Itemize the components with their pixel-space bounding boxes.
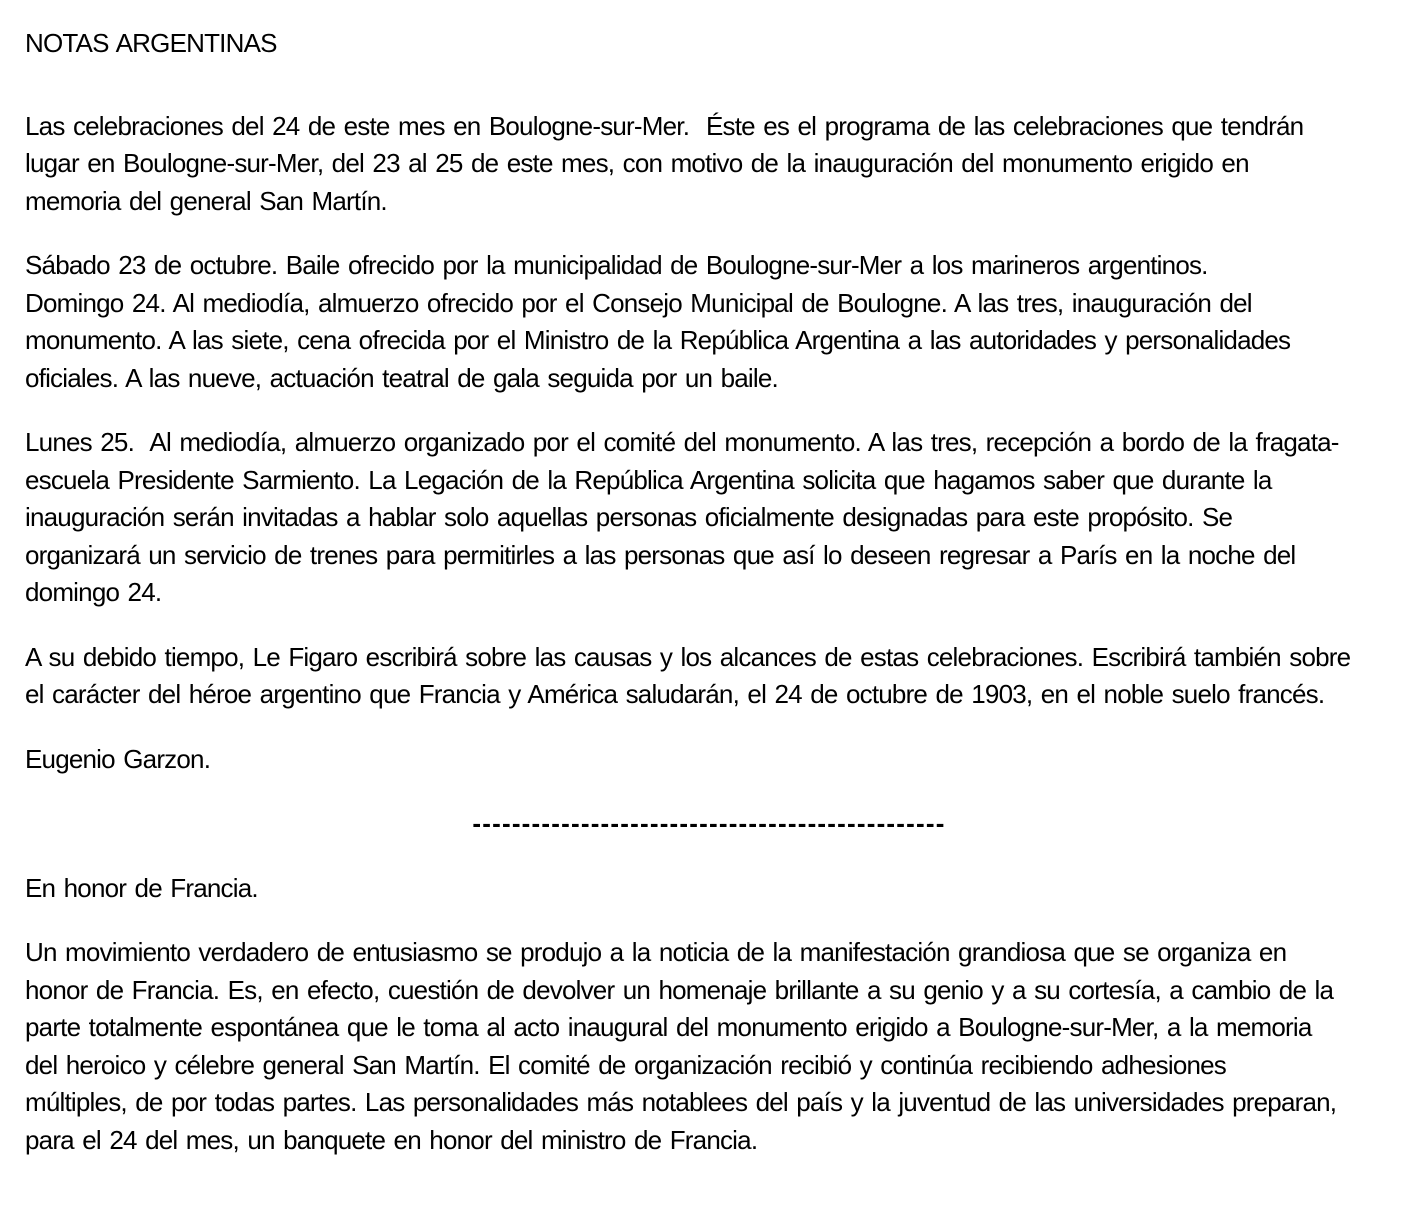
text-line: organizará un servicio de trenes para permitirles a las personas que así lo deseen regresar a París en la noche del — [25, 539, 1296, 570]
signature: Eugenio Garzon. — [25, 743, 211, 774]
text-line: honor de Francia. Es, en efecto, cuestión de devolver un homenaje brillante a su genio y a su cortesía, a cambio de la — [25, 974, 1334, 1005]
text-line: para el 24 del mes, un banquete en honor del ministro de Francia. — [25, 1124, 758, 1155]
text-line: parte totalmente espontánea que le toma al acto inaugural del monumento erigido a Boulogne-sur-Mer, a la memoria — [25, 1012, 1312, 1042]
text-line: Domingo 24. Al mediodía, almuerzo ofrecido por el Consejo Municipal de Boulogne. A las tres, inauguración del — [25, 287, 1252, 318]
text-line: escuela Presidente Sarmiento. La Legación de la República Argentina solicita que hagamos saber que durante la — [25, 464, 1272, 495]
text-line: oficiales. A las nueve, actuación teatral de gala seguida por un baile. — [25, 362, 778, 393]
dashed-divider: ------------------------------------------------ — [472, 808, 946, 838]
paragraph-monday — [25, 424, 1393, 612]
text-line: A su debido tiempo, Le Figaro escribirá sobre las causas y los alcances de estas celebraciones. Escribirá también sobre — [25, 641, 1351, 672]
text-line: Lunes 25. Al mediodía, almuerzo organizado por el comité del monumento. A las tres, recepción a bordo de la fragata- — [25, 427, 1339, 457]
text-line: lugar en Boulogne-sur-Mer, del 23 al 25 de este mes, con motivo de la inauguración del monumento erigido en — [25, 148, 1249, 178]
text-line: Sábado 23 de octubre. Baile ofrecido por la municipalidad de Boulogne-sur-Mer a los marineros argentinos. — [25, 250, 1208, 280]
text-line: múltiples, de por todas partes. Las personalidades más notablees del país y la juventud de las universidades preparan, — [25, 1087, 1337, 1117]
text-line: monumento. A las siete, cena ofrecida por el Ministro de la República Argentina a las autoridades y personalidades — [25, 325, 1291, 355]
paragraph-saturday-sunday — [25, 247, 1393, 397]
text-line: memoria del general San Martín. — [25, 185, 387, 216]
document-title: NOTAS ARGENTINAS — [25, 28, 277, 58]
text-line: del heroico y célebre general San Martín. El comité de organización recibió y continúa recibiendo adhesiones — [25, 1049, 1227, 1080]
paragraph-program-intro — [25, 108, 1393, 221]
text-line: Un movimiento verdadero de entusiasmo se produjo a la noticia de la manifestación grandiosa que se organiza en — [25, 937, 1287, 967]
text-line: domingo 24. — [25, 577, 162, 607]
text-line: inauguración serán invitadas a hablar solo aquellas personas oficialmente designadas para este propósito. Se — [25, 502, 1233, 532]
section-heading: En honor de Francia. — [25, 872, 258, 903]
text-line: el carácter del héroe argentino que Francia y América saludarán, el 24 de octubre de 1903, en el noble suelo francés. — [25, 679, 1325, 709]
paragraph-en-honor-de-francia — [25, 934, 1393, 1159]
text-line: Las celebraciones del 24 de este mes en Boulogne-sur-Mer. Éste es el programa de las celebraciones que tendrán — [25, 110, 1304, 141]
paragraph-figaro — [25, 639, 1393, 714]
